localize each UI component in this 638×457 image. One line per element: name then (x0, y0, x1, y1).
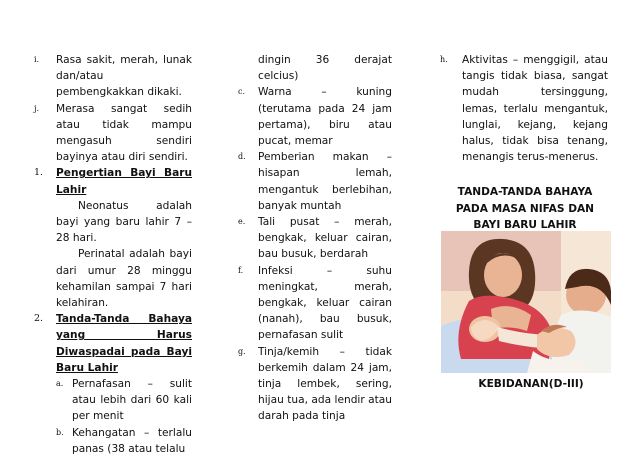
list-text: Merasa sangat sedih atau tidak mampu mengasuh sendiri bayinya atau diri sendiri. (56, 102, 192, 164)
list-marker: c. (238, 87, 246, 97)
column-middle (238, 52, 392, 425)
list-marker: e. (238, 217, 246, 227)
list-item-g (238, 344, 392, 425)
list-text: Pernafasan – sulit atau lebih dari 60 kali per menit (72, 378, 192, 423)
section-title: Pengertian Bayi Baru Lahir (56, 167, 192, 196)
list-item-d (238, 149, 392, 214)
footer-label: KEBIDANAN(D-III) (478, 378, 584, 390)
list-text: Pemberian makan – hisapan lemah, mengantuk berlebihan, banyak muntah (258, 151, 392, 212)
list-text: Tali pusat – merah, bengkak, keluar cairan, bau busuk, berdarah (258, 216, 392, 261)
leaflet-title (446, 184, 604, 234)
list-text: Infeksi – suhu meningkat, merah, bengkak, keluar cairan (nanah), bau busuk, pernafasan sulit (258, 264, 392, 342)
list-text: Warna – kuning (terutama pada 24 jam pertama), biru atau pucat, memar (258, 86, 392, 148)
list-text: Kehangatan – terlalu panas (38 atau telalu (72, 426, 192, 455)
list-item-a (56, 376, 192, 425)
list-item-c (238, 84, 392, 149)
list-item-f (238, 263, 392, 344)
title-line-1: TANDA-TANDA BAHAYA (457, 186, 593, 198)
list-marker: f. (238, 265, 244, 275)
paragraph-neonatus: Neonatus adalah bayi yang baru lahir 7 – 28 hari. (56, 199, 192, 245)
list-item-e (238, 214, 392, 263)
list-text: Tinja/kemih – tidak berkemih dalam 24 jam, tinja lembek, sering, hijau tua, ada lendir atau darah pada tinja (258, 345, 392, 423)
section-2 (34, 311, 192, 376)
mother-breastfeeding-baby-illustration (441, 231, 611, 373)
title-line-2: PADA MASA NIFAS DAN (455, 202, 595, 215)
list-item-i (34, 52, 192, 101)
list-item-h (440, 52, 608, 165)
column-left (34, 52, 192, 457)
list-marker: g. (238, 346, 246, 356)
list-marker: a. (56, 379, 64, 389)
column-right (440, 52, 608, 165)
section-title: Tanda-Tanda Bahaya yang Harus Diwaspadai pada Bayi Baru Lahir (56, 313, 192, 374)
section-number: 2. (34, 313, 44, 325)
list-text: Aktivitas – menggigil, atau tangis tidak biasa, sangat mudah tersinggung, lemas, terlalu mengantuk, lunglai, kejang, kejang halus, tidak bisa tenang, menangis terus-menerus. (462, 54, 608, 164)
list-item-j (34, 101, 192, 166)
title-line-3: BAYI BARU LAHIR (473, 219, 577, 231)
list-marker: h. (440, 55, 448, 64)
list-text: Rasa sakit, merah, lunak dan/atau pembengkakkan dikaki. (56, 54, 192, 99)
list-marker: i. (34, 55, 40, 64)
continued-text: dingin 36 derajat celcius) (258, 54, 392, 83)
list-marker: b. (56, 427, 64, 437)
paragraph-perinatal: Perinatal adalah bayi dari umur 28 minggu kehamilan sampai 7 hari kelahiran. (56, 248, 192, 310)
list-marker: j. (34, 103, 40, 113)
list-marker: d. (238, 152, 246, 162)
section-1 (34, 165, 192, 197)
section-number: 1. (34, 167, 44, 179)
list-item-b (56, 425, 192, 457)
